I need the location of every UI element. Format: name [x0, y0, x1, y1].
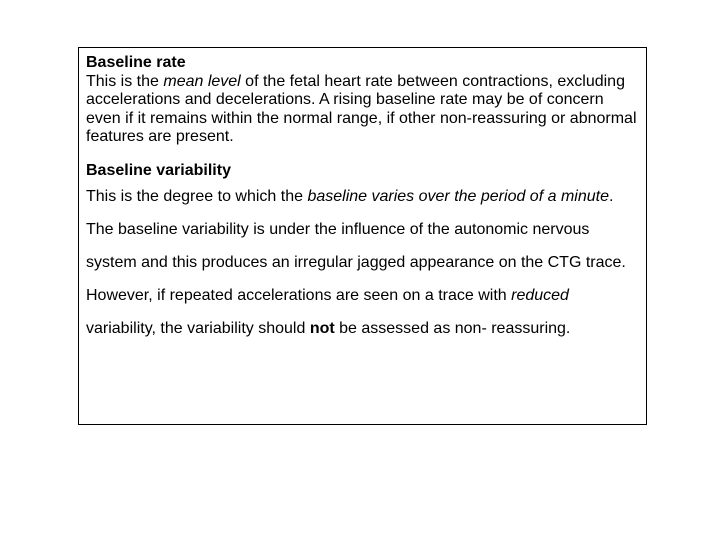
variability-intro: This is the degree to which the	[86, 188, 308, 205]
baseline-variability-paragraph	[86, 180, 640, 345]
variability-mid-2: variability, the variability should	[86, 320, 310, 337]
baseline-rate-rest: of the fetal heart rate between contractions, excluding accelerations and decelerations. A rising baseline rate may be of concern even if it remains within the normal range, if other non-reassuring or abnormal features are present.	[86, 72, 637, 145]
baseline-rate-paragraph	[86, 73, 640, 147]
baseline-variability-heading: Baseline variability	[86, 161, 231, 179]
variability-end: be assessed as non- reassuring.	[334, 320, 571, 337]
variability-emphasis-1: baseline varies over the period of a minute	[307, 188, 609, 205]
variability-mid: . The baseline variability is under the influence of the autonomic nervous system and this produces an irregular jagged appearance on the CTG trace. However, if repeated accelerations are seen on a trace with	[86, 188, 626, 304]
variability-emphasis-2: reduced	[511, 287, 569, 304]
baseline-rate-emphasis: mean level	[163, 72, 241, 90]
baseline-rate-heading: Baseline rate	[86, 54, 186, 71]
text-box	[78, 47, 647, 425]
variability-strong: not	[309, 320, 335, 337]
baseline-rate-intro: This is the	[86, 72, 164, 90]
